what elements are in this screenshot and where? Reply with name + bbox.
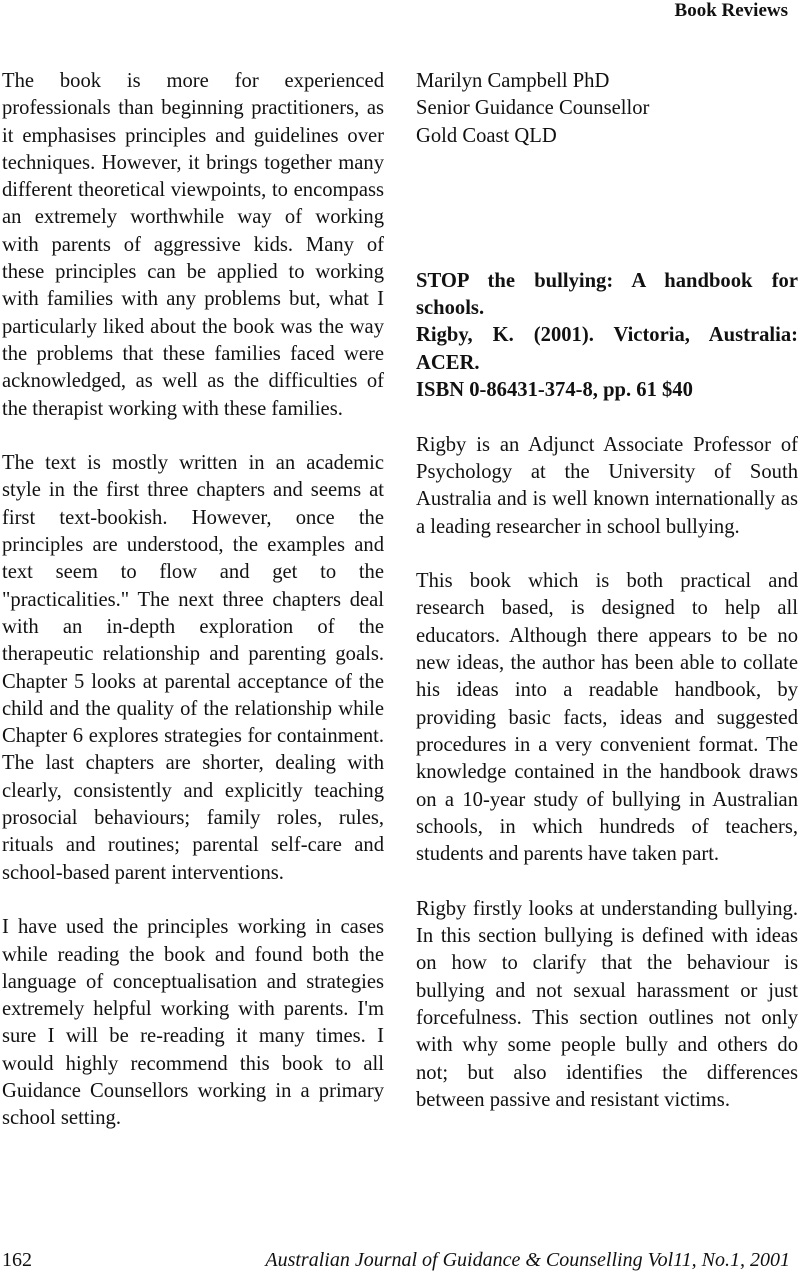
paragraph-spacer: [2, 887, 384, 914]
page-number: 162: [2, 1249, 32, 1271]
book-citation: Rigby, K. (2001). Victoria, Australia: ACER.: [416, 324, 798, 374]
reviewer-signature: [416, 68, 798, 150]
review-heading: [416, 268, 798, 404]
body-paragraph: I have used the principles working in cases while reading the book and found both the language of conceptualisation and strategies extremely helpful working with parents. I'm sure I will be re-reading it many times. I would highly recommend this book to all Guidance Counsellors working in a primary school setting.: [2, 916, 384, 1130]
section-spacer: [416, 150, 798, 268]
paragraph-spacer: [416, 404, 798, 431]
book-isbn: ISBN 0-86431-374-8, pp. 61 $40: [416, 379, 693, 402]
right-column: [416, 68, 798, 1114]
reviewer-location: Gold Coast QLD: [416, 124, 557, 147]
paragraph-spacer: [2, 423, 384, 450]
reviewer-title: Senior Guidance Counsellor: [416, 97, 650, 120]
body-paragraph: Rigby firstly looks at understanding bullying. In this section bullying is defined with ideas on how to clarify that the behaviour is bullying and not sexual harassment or just forcefulness. This section outlines not only with why some people bully and others do not; but also identifies the differences between passive and resistant victims.: [416, 897, 798, 1111]
body-paragraph: This book which is both practical and research based, is designed to help all educators. Although there appears to be no new ideas, the author has been able to collate his ideas into a readable handbook, by providing basic facts, ideas and suggested procedures in a very convenient format. The knowledge contained in the handbook draws on a 10-year study of bullying in Australian schools, in which hundreds of teachers, students and parents have taken part.: [416, 570, 798, 866]
reviewer-name: Marilyn Campbell PhD: [416, 70, 610, 92]
journal-citation: Australian Journal of Guidance & Counselling Vol11, No.1, 2001: [265, 1249, 790, 1271]
paragraph-spacer: [416, 868, 798, 895]
running-header: Book Reviews: [674, 0, 788, 21]
left-column: [2, 68, 384, 1133]
body-paragraph: The text is mostly written in an academic style in the first three chapters and seems at first text-bookish. However, once the principles are understood, the examples and text seem to flow and get to the "practicalities." The next three chapters deal with an in-depth exploration of the therapeutic relationship and parenting goals. Chapter 5 looks at parental acceptance of the child and the quality of the relationship while Chapter 6 explores strategies for containment. The last chapters are shorter, dealing with clearly, consistently and explicitly teaching prosocial behaviours; family roles, rules, rituals and routines; parental self-care and school-based parent interventions.: [2, 452, 384, 884]
book-title: STOP the bullying: A handbook for schools.: [416, 269, 798, 320]
body-paragraph: The book is more for experienced professionals than beginning practitioners, as it emphasises principles and guidelines over techniques. However, it brings together many different theoretical viewpoints, to encompass an extremely worthwhile way of working with parents of aggressive kids. Many of these principles can be applied to working with families with any problems but, what I particularly liked about the book was the way the problems that these families faced were acknowledged, as well as the difficulties of the therapist working with these families.: [2, 70, 384, 420]
paragraph-spacer: [416, 541, 798, 568]
body-paragraph: Rigby is an Adjunct Associate Professor of Psychology at the University of South Australia and is well known internationally as a leading researcher in school bullying.: [416, 433, 798, 538]
